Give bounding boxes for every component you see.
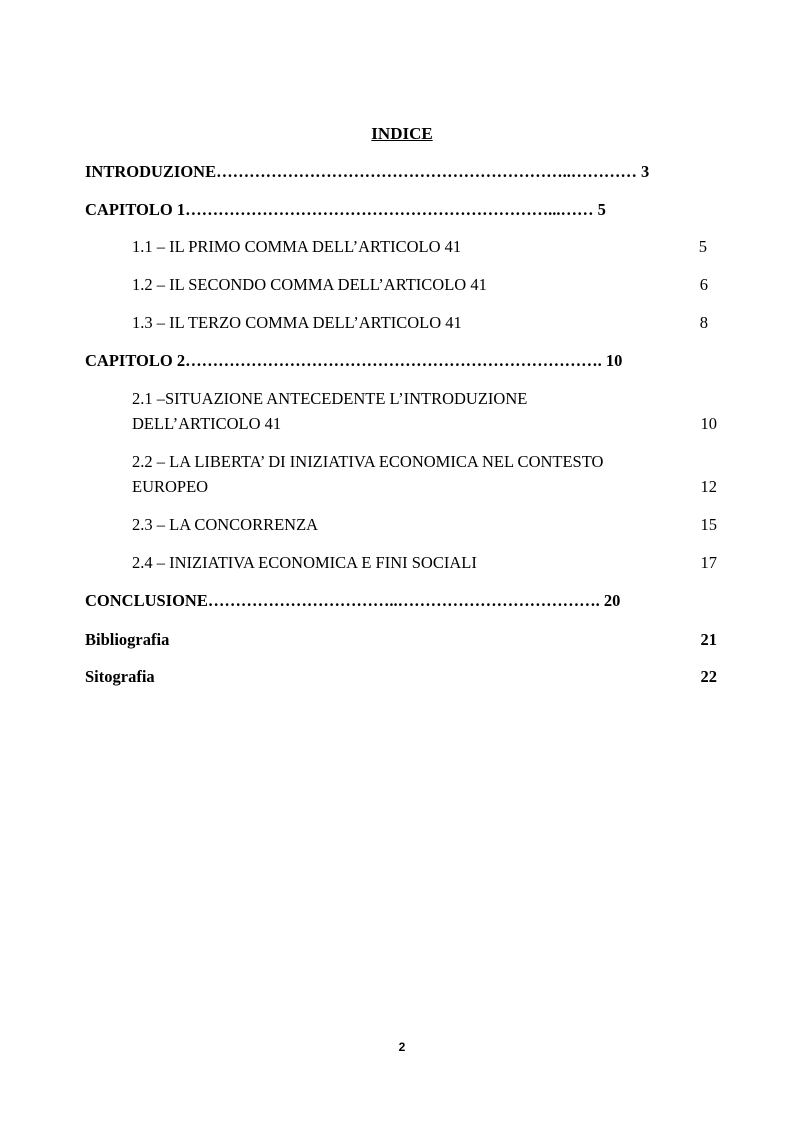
page-title: INDICE [371,124,433,143]
toc-entry-1-2[interactable]: 1.2 – IL SECONDO COMMA DELL’ARTICOLO 41 [132,275,487,294]
toc-entry-2-2-line1[interactable]: 2.2 – LA LIBERTA’ DI INIZIATIVA ECONOMICA NEL CONTESTO [132,452,604,471]
toc-page-1-2: 6 [699,275,708,294]
toc-page-2-1: 10 [700,414,717,433]
toc-entry-capitolo-1[interactable]: CAPITOLO 1…………………………………………………………...…… 5 [85,200,606,219]
toc-entry-introduzione[interactable]: INTRODUZIONE………………………………………………………..………… 3 [85,162,650,181]
toc-entry-1-1[interactable]: 1.1 – IL PRIMO COMMA DELL’ARTICOLO 41 [132,237,462,256]
toc-entry-2-1-line1[interactable]: 2.1 –SITUAZIONE ANTECEDENTE L’INTRODUZIONE [132,389,528,408]
toc-entry-2-3[interactable]: 2.3 – LA CONCORRENZA [132,515,319,534]
toc-entry-bibliografia[interactable]: Bibliografia [85,630,170,649]
toc-page-2-4: 17 [700,553,717,572]
toc-page-2-3: 15 [700,515,717,534]
toc-entry-2-2-line2[interactable]: EUROPEO [132,477,209,496]
toc-entry-conclusione[interactable]: CONCLUSIONE……………………………..………………………………. 20 [85,591,621,610]
toc-page-sitografia: 22 [700,667,717,686]
toc-page-bibliografia: 21 [700,630,717,649]
toc-entry-capitolo-2[interactable]: CAPITOLO 2…………………………………………………………………. 10 [85,351,623,370]
toc-entry-2-4[interactable]: 2.4 – INIZIATIVA ECONOMICA E FINI SOCIALI [132,553,477,572]
toc-page-1-3: 8 [699,313,708,332]
toc-page-2-2: 12 [700,477,717,496]
toc-entry-2-1-line2[interactable]: DELL’ARTICOLO 41 [132,414,282,433]
page-number: 2 [398,1040,406,1054]
toc-entry-sitografia[interactable]: Sitografia [85,667,155,686]
toc-page-1-1: 5 [698,237,707,256]
toc-entry-1-3[interactable]: 1.3 – IL TERZO COMMA DELL’ARTICOLO 41 [132,313,462,332]
